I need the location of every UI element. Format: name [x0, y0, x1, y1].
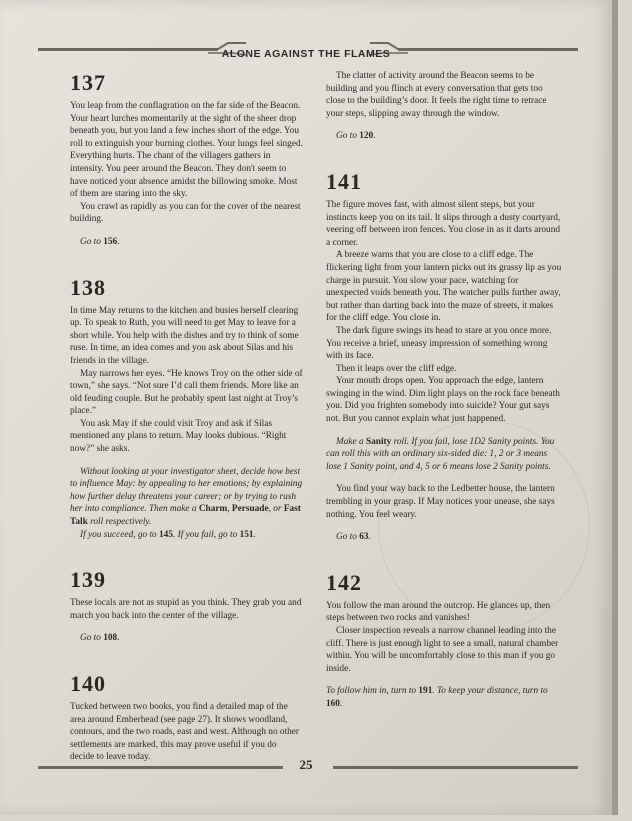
- right-column: [326, 70, 562, 711]
- section-137-number: 137: [70, 70, 106, 95]
- s138-paragraph-3: You ask May if she could visit Troy and ask if Silas mentioned any plans to return. May looks dubious. “Right now?” she asks.: [70, 418, 287, 455]
- section-138-number: 138: [70, 274, 106, 300]
- s141-paragraph-2: A breeze warns that you are close to a cliff edge. The flickering light from your lantern picks out its grassy lip as you charge in pursuit. You slow your pace, watching for unexpected voids beneath you. The watcher pulls further away, but rather than darting back into the maze of streets, it makes for the cliff edge. You close in.: [326, 250, 562, 324]
- s137-paragraph-2: You crawl as rapidly as you can for the cover of the nearest building.: [70, 201, 301, 225]
- left-column: [70, 70, 303, 764]
- s138-instruction: Without looking at your investigator sheet, decide how best to influence May: by appealing to her emotions; by explaining how further delay threatens your career; or by trying to rush her into compliance. Then make a Charm, Persuade, or Fast Talk roll respectively.: [70, 466, 303, 528]
- section-140-number: 140: [70, 671, 106, 696]
- s137-goto: Go to 156.: [80, 236, 120, 247]
- page-number: 25: [299, 757, 313, 772]
- s141-paragraph-3: The dark figure swings its head to stare at you once more. You receive a brief, uneasy impression of something wrong with its face.: [326, 325, 552, 362]
- running-header: ALONE AGAINST THE FLAMES: [221, 48, 391, 60]
- s139-paragraph-1: These locals are not as stupid as you think. They grab you and march you back into the center of the village.: [70, 598, 302, 621]
- s141-paragraph-5: Your mouth drops open. You approach the edge, lantern swinging in the wind. Dim light plays on the rock face beneath you. Did you frighten somebody into suicide? Your gut says not. But you cannot explain what just happened.: [326, 376, 560, 425]
- s142-paragraph-2: Closer inspection reveals a narrow channel leading into the cliff. There is just enough light to see a small, natural chamber within. You will be uncomfortably close to this man if you go inside.: [326, 626, 559, 674]
- s138-result: If you succeed, go to 145. If you fail, go to 151.: [80, 529, 256, 540]
- s138-paragraph-1: In time May returns to the kitchen and busies herself clearing up. To speak to Ruth, you will need to get May to leave for a short while. You help with the dishes and try to think of some ruse. In time, an idea comes and you ask about Silas and his friends in the village.: [70, 305, 299, 366]
- s140-paragraph-1: Tucked between two books, you find a detailed map of the area around Emberhead (see page 27). It shows woodland, contours, and the two roads, east and west. Although no other settlements are marked, this may prove useful if you do decide to leave today.: [70, 702, 300, 763]
- section-141-number: 141: [326, 168, 362, 194]
- s141-paragraph-1: The figure moves fast, with almost silent steps, but your instincts keep you on its tail. It slips through a dusty courtyard, veering off between iron fences. You close in as it darts around a corner.: [326, 199, 561, 248]
- s141-goto: Go to 63.: [336, 532, 371, 543]
- s138-paragraph-2: May narrows her eyes. “He knows Troy on the other side of town,” she says. “Not sure I’d call them friends. More like an old feuding couple. But he probably spent last night at Troy’s place.”: [70, 368, 303, 417]
- s141-paragraph-4: Then it leaps over the cliff edge.: [336, 363, 457, 374]
- s141-paragraph-6: You find your way back to the Ledbetter house, the lantern trembling in your grasp. If May notices your unease, she says nothing. You feel weary.: [326, 484, 555, 520]
- s141-instruction: Make a Sanity roll. If you fail, lose 1D2 Sanity points. You can roll this with an ordinary six-sided die: 1, 2 or 3 means lose 1 Sanity point, and 4, 5 or 6 means lose 2 Sanity points.: [326, 436, 555, 472]
- s137-paragraph-1: You leap from the conflagration on the far side of the Beacon. Your heart lurches momentarily at the sight of the sheer drop beneath you, but you land a few inches short of the edge. You roll to extinguish your burning clothes. Your lungs feel singed. Everything hurts. The chant of the villagers gathers in intensity. You peer around the Beacon. They don't seem to have noticed your absence amidst the billowing smoke. Most of them are staring into the sky.: [70, 101, 303, 200]
- s140-paragraph-2: The clatter of activity around the Beacon seems to be building and you flinch at every conversation that gets too close to the building’s door. It feels the right time to retrace your steps, slipping away through the window.: [326, 71, 547, 119]
- s139-goto: Go to 108.: [80, 633, 120, 644]
- s140-goto: Go to 120.: [336, 131, 376, 142]
- s142-paragraph-1: You follow the man around the outcrop. He glances up, then steps between two rocks and vanishes!: [326, 600, 551, 624]
- section-139-number: 139: [70, 567, 106, 593]
- s142-choice: To follow him in, turn to 191. To keep your distance, turn to 160.: [326, 686, 548, 709]
- section-142-number: 142: [326, 569, 362, 595]
